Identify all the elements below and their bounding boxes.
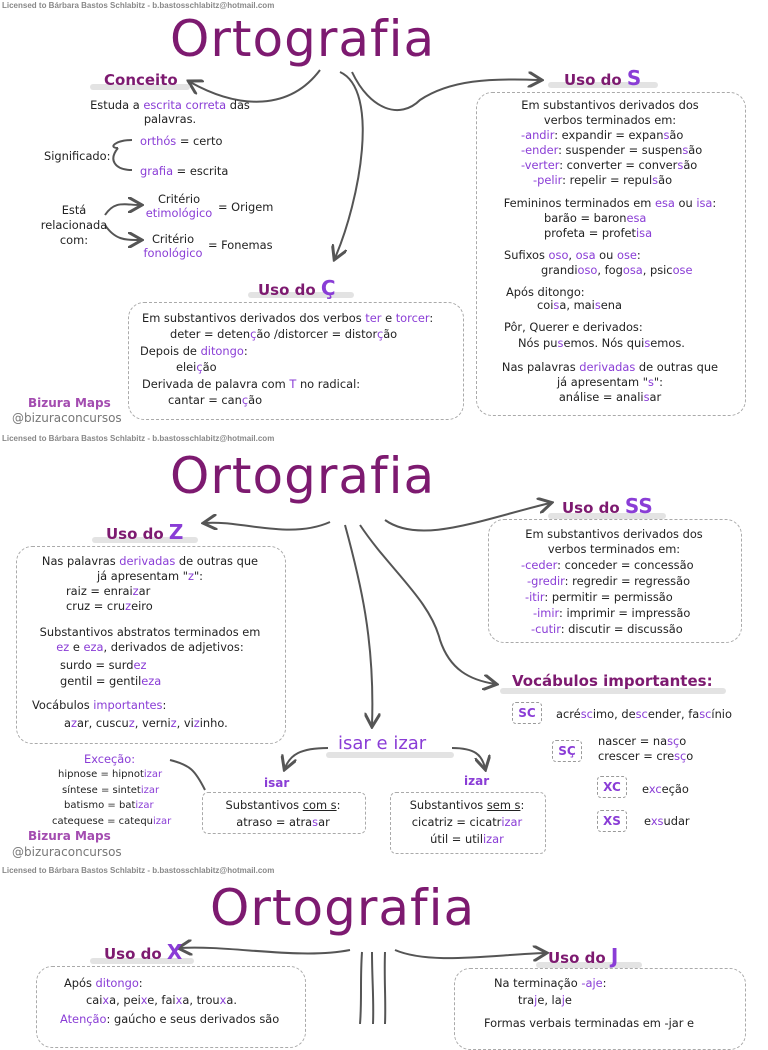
uso-z-example: gentil = gentileza — [60, 674, 162, 688]
uso-c-text: Em substantivos derivados dos verbos ter e torcer: — [142, 311, 434, 325]
uso-s-example: grandioso, fogosa, psicose — [541, 263, 693, 277]
license-notice: Licensed to Bárbara Bastos Schlabitz - b.bastosschlabitz@hotmail.com — [2, 866, 275, 875]
uso-s-text: Após ditongo: — [506, 285, 585, 299]
uso-ss-rule: -cutir: discutir = discussão — [531, 622, 683, 636]
criterio-label: Critério — [151, 232, 195, 246]
uso-z-text: Vocábulos importantes: — [32, 698, 167, 712]
relacionada-label: relacionada — [40, 218, 108, 232]
conceito-heading: Conceito — [104, 71, 178, 89]
criterio-type: fonológico — [143, 246, 203, 260]
uso-s-text: já apresentam "s": — [557, 375, 663, 389]
significado-item: orthós = certo — [140, 134, 223, 148]
uso-x-heading: Uso do X — [104, 940, 183, 964]
vocabulos-example: nascer = nasço — [598, 734, 687, 748]
uso-s-text: Sufixos oso, osa ou ose: — [504, 248, 641, 262]
uso-s-rule: -verter: converter = conversão — [521, 158, 698, 172]
uso-z-heading: Uso do Z — [106, 520, 184, 544]
uso-s-example: profeta = profetisa — [544, 226, 653, 240]
uso-ss-rule: -itir: permitir = permissão — [525, 590, 673, 604]
uso-s-example: coisa, maisena — [537, 298, 622, 312]
uso-z-text: Nas palavras derivadas de outras que — [41, 554, 259, 568]
significado-item: grafia = escrita — [140, 164, 229, 178]
uso-z-example: surdo = surdez — [60, 658, 147, 672]
vocabulos-example: exceção — [642, 782, 689, 796]
izar-example: cicatriz = cicatrizar — [411, 815, 523, 829]
uso-z-text: Substantivos abstratos terminados em — [39, 625, 261, 639]
uso-s-example: análise = analisar — [558, 390, 662, 404]
excecao-item: catequese = catequizar — [52, 816, 172, 827]
page-title: Ortografia — [170, 10, 436, 68]
vocabulos-heading: Vocábulos importantes: — [512, 672, 713, 690]
brand-handle: @bizuraconcursos — [12, 411, 122, 425]
excecao-title: Exceção: — [84, 752, 136, 766]
izar-label: izar — [464, 774, 490, 788]
significado-label: Significado: — [44, 149, 111, 163]
izar-text: Substantivos sem s: — [409, 798, 525, 812]
uso-ss-rule: -ceder: conceder = concessão — [521, 558, 694, 572]
izar-example: útil = utilizar — [430, 832, 504, 846]
uso-s-text: Nas palavras derivadas de outras que — [501, 360, 719, 374]
uso-ss-rule: -gredir: regredir = regressão — [527, 574, 691, 588]
uso-s-heading: Uso do S — [564, 66, 642, 90]
uso-x-text: Atenção: gaúcho e seus derivados são — [60, 1012, 280, 1026]
uso-s-rule: -pelir: repelir = repulsão — [533, 173, 673, 187]
uso-ss-text: Em substantivos derivados dos — [525, 527, 703, 541]
uso-s-example: barão = baronesa — [544, 211, 647, 225]
uso-s-text: Em substantivos derivados dos — [521, 98, 699, 112]
uso-c-text: Depois de ditongo: — [140, 344, 248, 358]
tag-xs: XS — [597, 810, 627, 832]
uso-j-heading: Uso do J — [548, 944, 619, 968]
uso-c-example: eleição — [176, 360, 217, 374]
brand-logo: Bizura Maps — [28, 396, 111, 410]
uso-s-rule: -ender: suspender = suspensão — [521, 143, 703, 157]
tag-sc: SC — [512, 702, 542, 724]
excecao-item: batismo = batizar — [64, 800, 154, 811]
uso-z-text: já apresentam "z": — [96, 569, 204, 583]
isar-izar-heading: isar e izar — [338, 733, 427, 754]
uso-ss-text: verbos terminados em: — [547, 542, 681, 556]
excecao-item: hipnose = hipnotizar — [58, 769, 163, 780]
vocabulos-example: exsudar — [644, 814, 690, 828]
uso-s-example: Nós pusemos. Nós quisemos. — [518, 336, 685, 350]
uso-j-example: traje, laje — [518, 993, 572, 1007]
isar-example: atraso = atrasar — [236, 815, 330, 829]
tag-sc-cedilla: SÇ — [552, 740, 582, 762]
uso-ss-heading: Uso do SS — [562, 494, 653, 518]
uso-j-text: Na terminação -aje: — [494, 976, 607, 990]
criterio-type: etimológico — [145, 206, 213, 220]
uso-s-text: verbos terminados em: — [543, 113, 677, 127]
criterio-label: Critério — [157, 192, 201, 206]
uso-z-text: ez e eza, derivados de adjetivos: — [56, 640, 244, 654]
uso-c-text: Derivada de palavra com T no radical: — [142, 377, 361, 391]
uso-ss-rule: -imir: imprimir = impressão — [533, 606, 691, 620]
conceito-text: Estuda a escrita correta das — [90, 98, 250, 112]
brand-handle: @bizuraconcursos — [12, 845, 122, 859]
uso-z-example: raiz = enraizar — [66, 584, 151, 598]
excecao-item: síntese = sintetizar — [62, 785, 160, 796]
criterio-value: = Origem — [218, 200, 274, 214]
vocabulos-example: acréscimo, descender, fascínio — [556, 707, 732, 721]
criterio-value: = Fonemas — [208, 238, 273, 252]
uso-s-rule: -andir: expandir = expansão — [521, 128, 684, 142]
uso-x-example: caixa, peixe, faixa, trouxa. — [86, 993, 238, 1007]
uso-c-heading: Uso do Ç — [258, 276, 336, 300]
uso-x-text: Após ditongo: — [64, 976, 143, 990]
uso-z-example: cruz = cruzeiro — [66, 599, 153, 613]
page-title: Ortografia — [170, 447, 436, 505]
isar-text: Substantivos com s: — [225, 798, 341, 812]
relacionada-label: com: — [59, 233, 89, 247]
relacionada-label: Está — [61, 203, 87, 217]
license-notice: Licensed to Bárbara Bastos Schlabitz - b.bastosschlabitz@hotmail.com — [2, 1, 275, 10]
uso-j-text: Formas verbais terminadas em -jar e — [484, 1016, 695, 1030]
uso-c-example: deter = detenção /distorcer = distorção — [170, 327, 398, 341]
tag-xc: XC — [597, 776, 627, 798]
conceito-text-2: palavras. — [143, 112, 197, 126]
uso-s-text: Femininos terminados em esa ou isa: — [503, 196, 717, 210]
uso-s-text: Pôr, Querer e derivados: — [504, 320, 643, 334]
isar-label: isar — [264, 776, 290, 790]
vocabulos-example: crescer = cresço — [598, 749, 694, 763]
brand-logo: Bizura Maps — [28, 829, 111, 843]
uso-z-example: azar, cuscuz, verniz, vizinho. — [64, 716, 228, 730]
page-title: Ortografia — [210, 879, 476, 937]
uso-c-example: cantar = canção — [168, 393, 263, 407]
license-notice: Licensed to Bárbara Bastos Schlabitz - b.bastosschlabitz@hotmail.com — [2, 434, 275, 443]
